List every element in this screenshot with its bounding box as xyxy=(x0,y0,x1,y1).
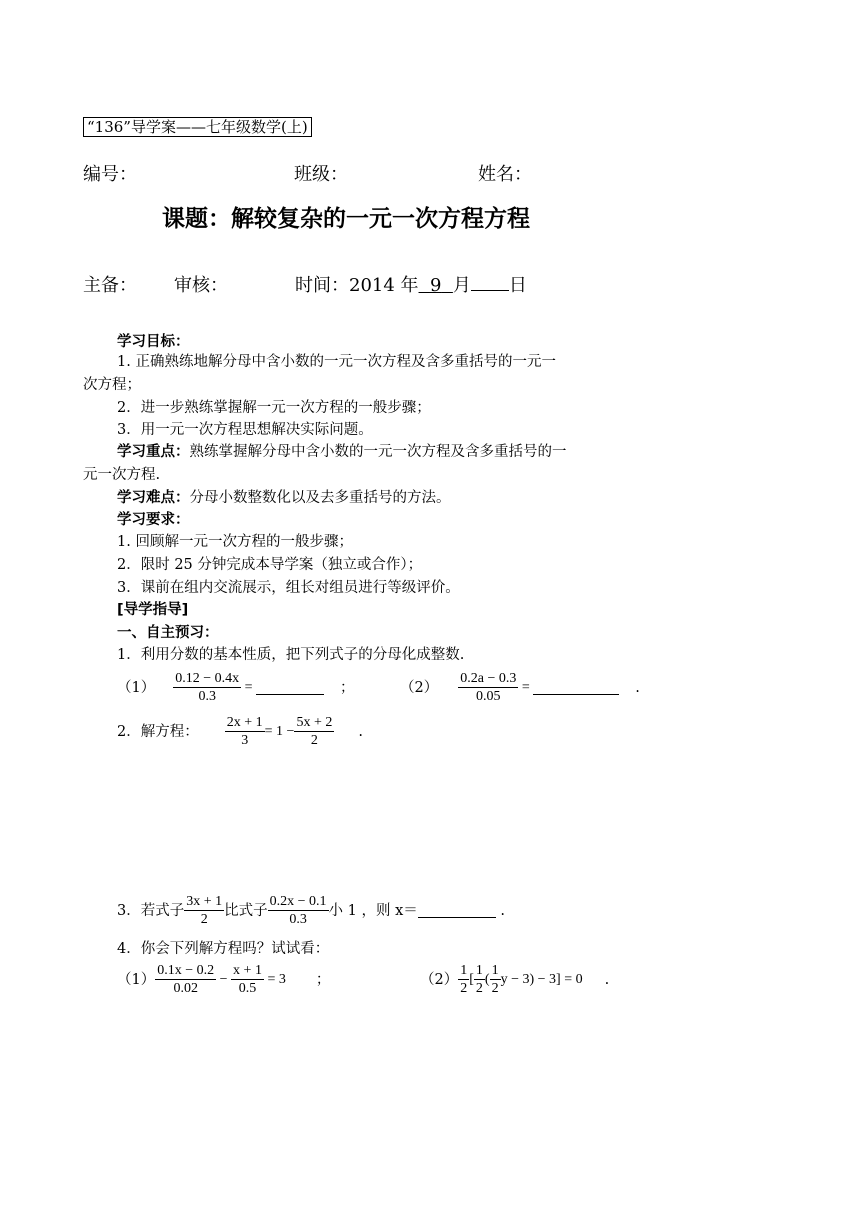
part-label: （2） xyxy=(420,971,459,988)
question-1-part-2: （2） $\frac{0.2a - 0.3}{0.05}$ = . xyxy=(400,671,640,704)
requirement-3: 3．课前在组内交流展示，组长对组员进行等级评价。 xyxy=(117,580,460,596)
answer-blank[interactable] xyxy=(533,693,619,695)
answer-blank[interactable] xyxy=(418,916,496,918)
key-point-cont: 元一次方程. xyxy=(83,467,161,483)
month-label: 月 xyxy=(452,275,471,296)
requirement-2: 2．限时 25 分钟完成本导学案（独立或合作）； xyxy=(117,557,423,573)
section-self-preview: 一、自主预习： xyxy=(117,625,219,641)
difficulty-label: 学习难点： xyxy=(117,490,190,506)
difficulty-text: 分母小数整数化以及去多重括号的方法。 xyxy=(189,490,451,506)
key-point-text: 熟练掌握解分母中含小数的一元一次方程及含多重括号的一 xyxy=(189,444,567,460)
objective-3: 3．用一元一次方程思想解决实际问题。 xyxy=(117,422,373,438)
key-point-label: 学习重点： xyxy=(117,444,190,460)
page-title: 课题：解较复杂的一元一次方程方程 xyxy=(162,206,530,232)
date-line xyxy=(295,271,527,297)
question-2: 2．解方程： $\frac{2x + 1}{3}$ = 1 − $\frac{5x + 2}{2}$ . xyxy=(117,715,363,748)
fraction: $\frac{x + 1}{0.5}$ xyxy=(233,963,262,996)
class-label: 班级： xyxy=(294,164,348,185)
objective-2: 2．进一步熟练掌握解一元一次方程的一般步骤； xyxy=(117,400,431,416)
question-4-part-1: （1） $\frac{0.1x - 0.2}{0.02}$ − $\frac{x + 1}{0.5}$ = 3 ； xyxy=(117,963,331,996)
fraction: $\frac{0.12 - 0.4x}{0.3}$ xyxy=(175,671,240,704)
requirement-1: 1. 回顾解一元一次方程的一般步骤； xyxy=(117,534,353,550)
day-blank xyxy=(471,289,509,291)
day-label: 日 xyxy=(508,275,527,296)
guide-heading: [导学指导] xyxy=(117,602,189,618)
objective-1: 1. 正确熟练地解分母中含小数的一元一次方程及含多重括号的一元一 xyxy=(117,354,556,370)
fraction: $\frac{0.2a - 0.3}{0.05}$ xyxy=(460,671,517,704)
objective-1-cont: 次方程； xyxy=(83,377,141,393)
part-label: （2） xyxy=(400,679,439,696)
question-1: 1．利用分数的基本性质，把下列式子的分母化成整数. xyxy=(117,647,465,663)
answer-blank[interactable] xyxy=(256,693,324,695)
question-4-part-2: （2） $\frac{1}{2}$ [ $\frac{1}{2}$ ( $\frac{1}{2}$ y − 3) − 3] = 0 . xyxy=(420,963,610,996)
series-label: “136”导学案——七年级数学(上) xyxy=(83,117,312,137)
key-point xyxy=(117,442,567,462)
number-label: 编号： xyxy=(83,164,137,185)
fraction: $\frac{1}{2}$ xyxy=(491,963,499,996)
part-label: （1） xyxy=(117,971,156,988)
objectives-heading: 学习目标： xyxy=(117,334,190,350)
fraction: $\frac{2x + 1}{3}$ xyxy=(226,715,263,748)
name-label: 姓名： xyxy=(478,164,532,185)
fraction: $\frac{0.1x - 0.2}{0.02}$ xyxy=(157,963,215,996)
fraction: $\frac{1}{2}$ xyxy=(475,963,483,996)
reviewer-label: 审核： xyxy=(174,275,228,296)
time-label: 时间：2014 年 xyxy=(295,275,419,296)
difficulty xyxy=(117,488,451,508)
fraction: $\frac{5x + 2}{2}$ xyxy=(296,715,333,748)
question-2-label: 2．解方程： xyxy=(117,723,199,740)
fraction: $\frac{0.2x - 0.1}{0.3}$ xyxy=(269,894,327,927)
month-value: 9 xyxy=(429,275,442,296)
part-label: （1） xyxy=(117,679,156,696)
requirements-heading: 学习要求： xyxy=(117,512,190,528)
question-3: 3．若式子 $\frac{3x + 1}{2}$ 比式子 $\frac{0.2x - 0.1}{0.3}$ 小 1 ，则 x＝ . xyxy=(117,894,505,927)
preparer-label: 主备： xyxy=(83,275,137,296)
question-1-part-1: （1） $\frac{0.12 - 0.4x}{0.3}$ = ； xyxy=(117,671,355,704)
fraction: $\frac{3x + 1}{2}$ xyxy=(186,894,223,927)
fraction: $\frac{1}{2}$ xyxy=(460,963,468,996)
question-4: 4．你会下列解方程吗？试试看： xyxy=(117,941,330,957)
